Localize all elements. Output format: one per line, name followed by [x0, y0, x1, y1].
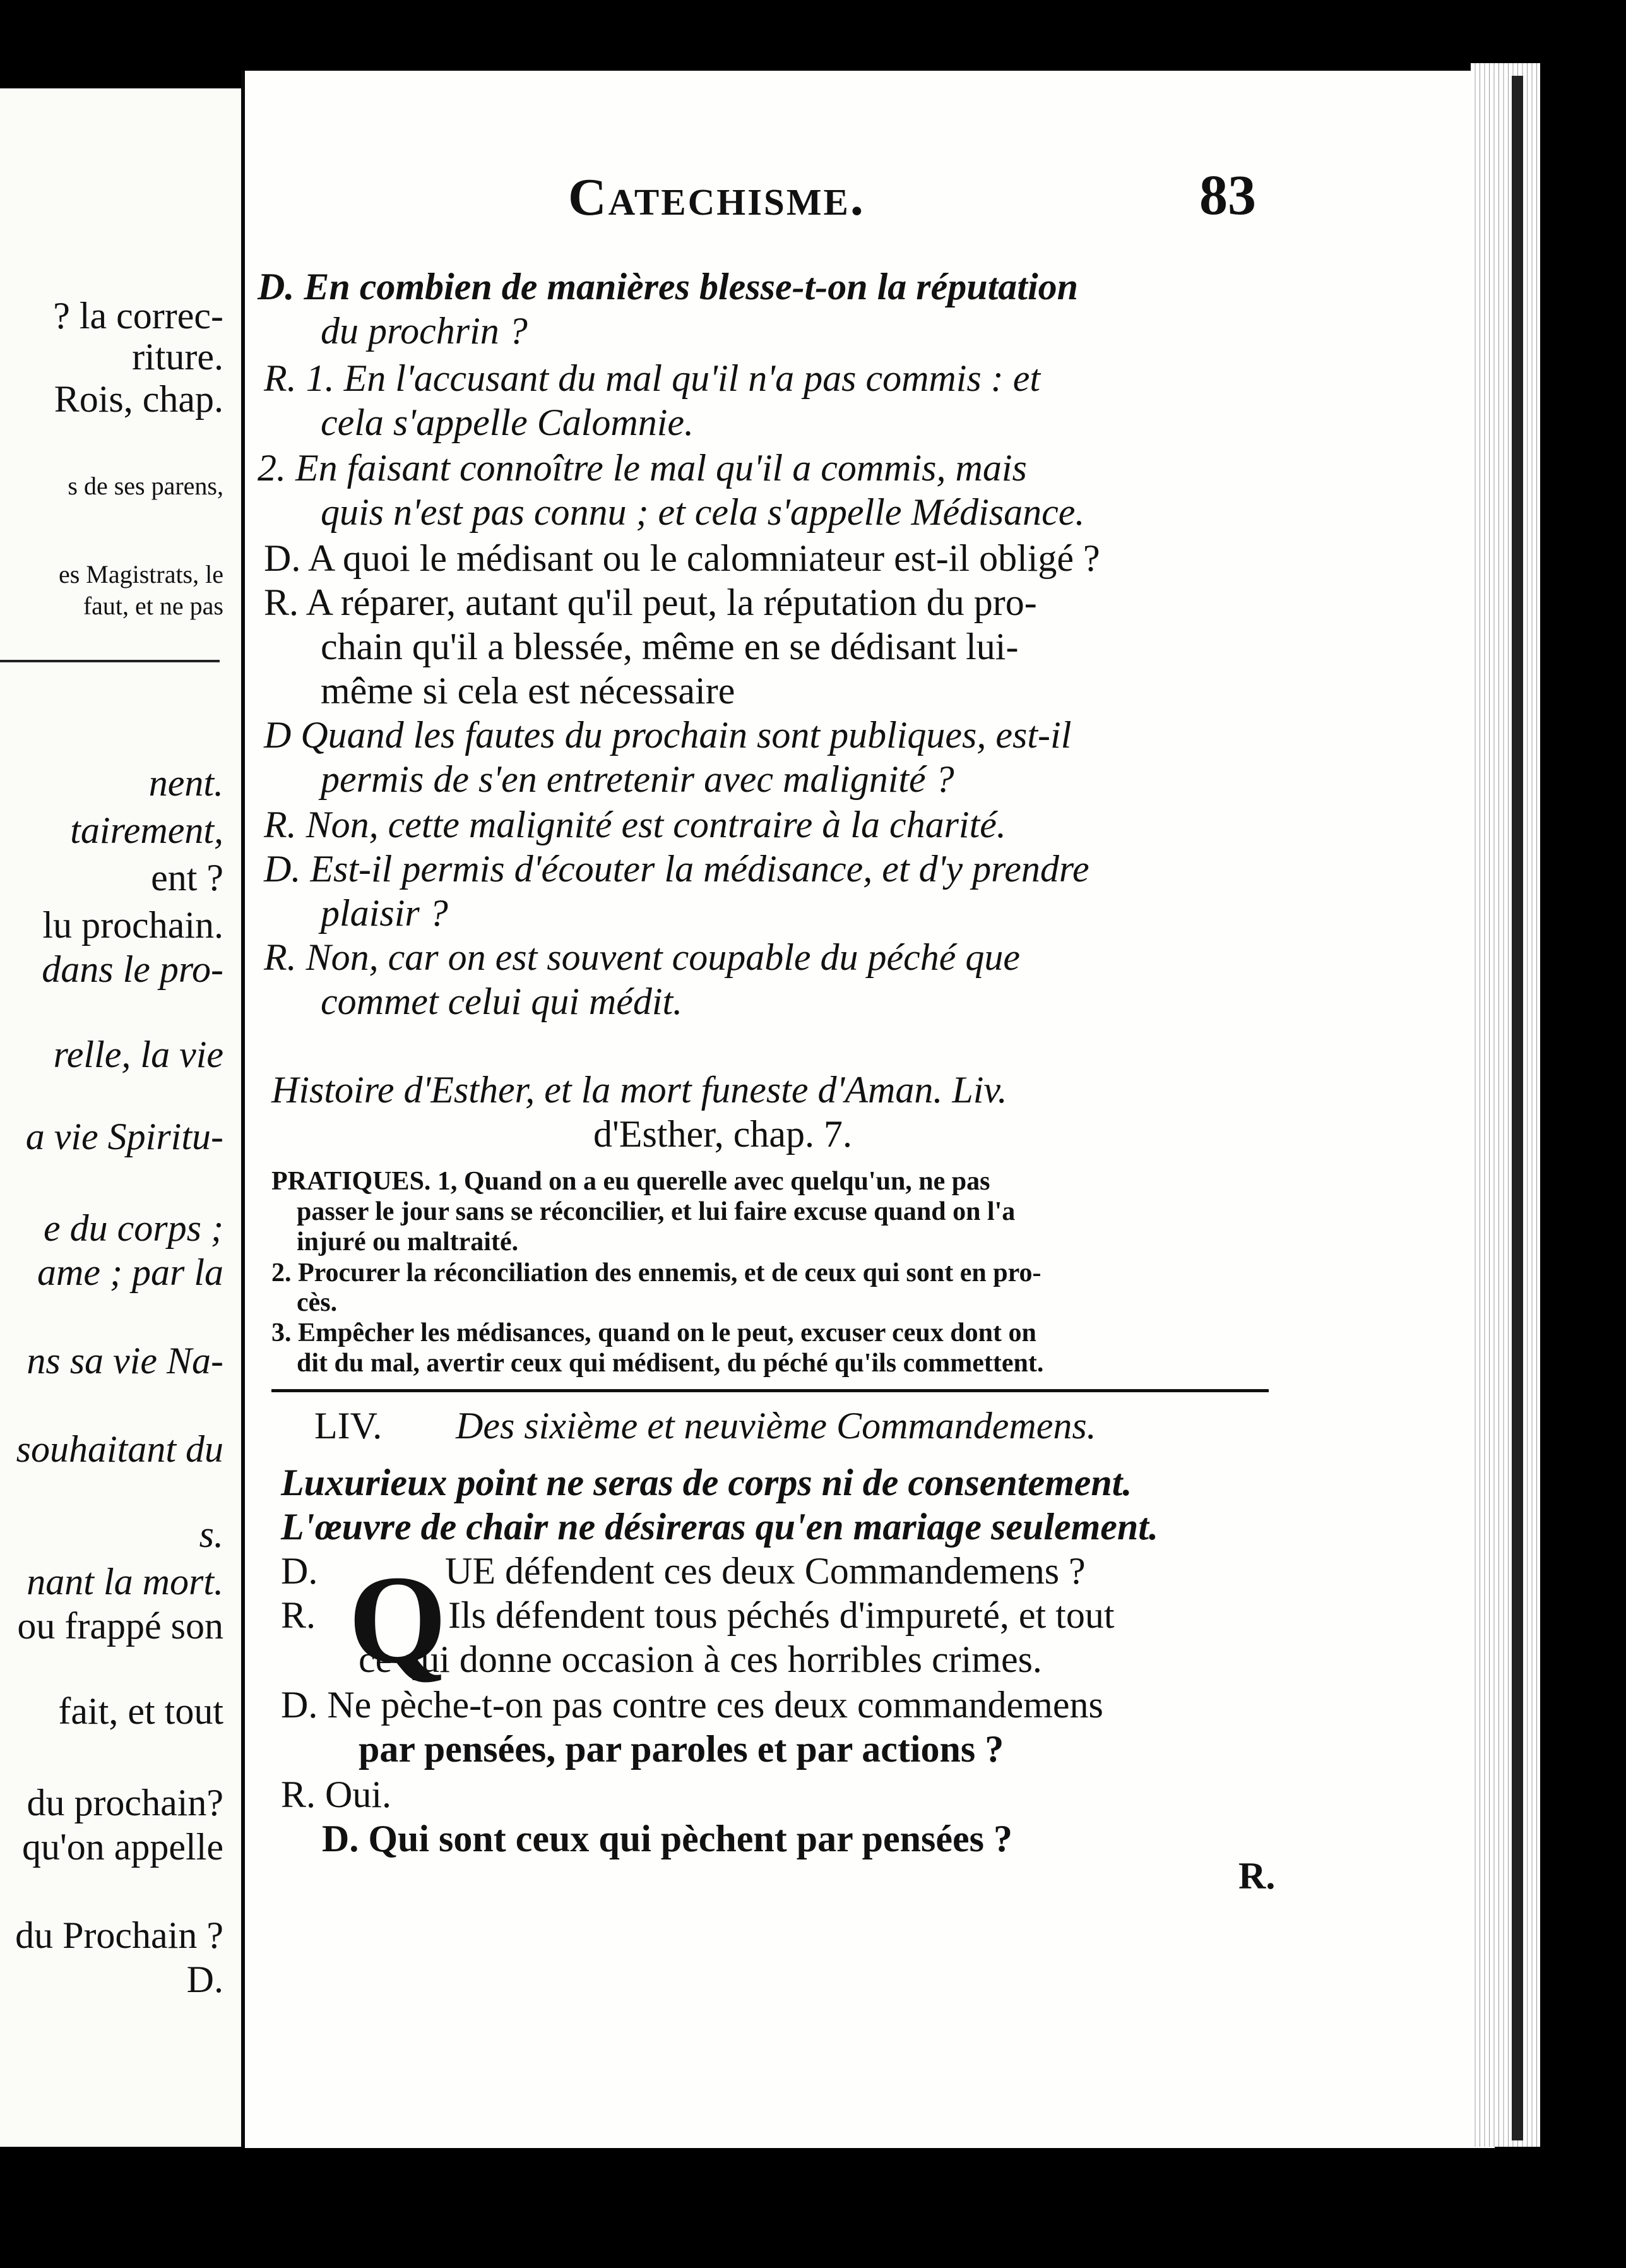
left-line: nent.	[148, 762, 223, 804]
text-line: D. Est-il permis d'écouter la médisance, et d'y prendre	[264, 848, 1089, 890]
left-rule	[0, 660, 220, 662]
drop-cap: Q	[348, 1550, 447, 1690]
left-line: fait, et tout	[58, 1690, 223, 1732]
text-line: commet celui qui médit.	[321, 981, 683, 1022]
section-rule	[271, 1389, 1269, 1392]
page-edge-shadow	[1512, 76, 1523, 2140]
text-line: par pensées, par paroles et par actions ?	[359, 1728, 1004, 1770]
text-line: même si cela est nécessaire	[321, 670, 735, 712]
text-line: du prochrin ?	[321, 310, 528, 352]
left-line: nant la mort.	[27, 1561, 223, 1603]
page-number: 83	[1199, 164, 1256, 227]
text-line: R. 1. En l'accusant du mal qu'il n'a pas commis : et	[264, 357, 1041, 399]
catchword: R.	[1238, 1855, 1276, 1897]
text-line: D. Ne pèche-t-on pas contre ces deux commandemens	[281, 1684, 1103, 1726]
text-line: D.	[281, 1550, 318, 1592]
left-line: faut, et ne pas	[83, 592, 223, 620]
left-line: ent ?	[151, 857, 223, 898]
text-line: D Quand les fautes du prochain sont publiques, est-il	[264, 714, 1072, 756]
commandment-verse: Luxurieux point ne seras de corps ni de consentement.	[281, 1462, 1132, 1503]
commandment-verse: L'œuvre de chair ne désireras qu'en mariage seulement.	[281, 1506, 1158, 1548]
left-line: dans le pro-	[42, 948, 223, 990]
left-line: souhaitant du	[16, 1428, 223, 1470]
text-line: Ils défendent tous péchés d'impureté, et tout	[448, 1594, 1115, 1636]
pratiques-line: PRATIQUES. 1, Quand on a eu querelle avec quelqu'un, ne pas	[271, 1167, 990, 1196]
text-line: permis de s'en entretenir avec malignité ?	[321, 758, 954, 800]
text-line: R.	[281, 1594, 316, 1636]
left-line: qu'on appelle	[21, 1826, 223, 1868]
left-line: es Magistrats, le	[58, 560, 223, 588]
left-line: Rois, chap.	[54, 378, 223, 420]
pratiques-line: cès.	[297, 1288, 338, 1317]
left-page	[0, 88, 275, 2147]
text-line: cela s'appelle Calomnie.	[321, 402, 694, 443]
text-line: R. Oui.	[281, 1774, 392, 1815]
left-line: du Prochain ?	[15, 1914, 223, 1956]
text-line: UE défendent ces deux Commandemens ?	[445, 1550, 1086, 1592]
text-line: chain qu'il a blessée, même en se dédisant lui-	[321, 626, 1019, 667]
left-line: s de ses parens,	[68, 472, 223, 500]
history-reference: Histoire d'Esther, et la mort funeste d'Aman. Liv.	[271, 1069, 1007, 1111]
pratiques-line: passer le jour sans se réconcilier, et lui faire excuse quand on l'a	[297, 1197, 1016, 1226]
text-line: R. Non, car on est souvent coupable du péché que	[264, 936, 1021, 978]
page-edges	[1471, 63, 1540, 2147]
pratiques-line: 3. Empêcher les médisances, quand on le peut, excuser ceux dont on	[271, 1318, 1036, 1347]
text-line: R. A réparer, autant qu'il peut, la réputation du pro-	[264, 582, 1037, 623]
left-line: tairement,	[70, 809, 223, 851]
text-line: ce qui donne occasion à ces horribles crimes.	[359, 1638, 1042, 1680]
text-line: D. Qui sont ceux qui pèchent par pensées ?	[322, 1818, 1013, 1859]
left-line: a vie Spiritu-	[25, 1116, 223, 1157]
left-line: relle, la vie	[53, 1034, 223, 1075]
section-title: Des sixième et neuvième Commandemens.	[456, 1405, 1096, 1447]
left-line: ame ; par la	[37, 1251, 223, 1293]
pratiques-line: injuré ou maltraité.	[297, 1227, 519, 1256]
left-line: du prochain?	[27, 1782, 223, 1823]
history-reference: d'Esther, chap. 7.	[593, 1113, 852, 1155]
text-line: plaisir ?	[321, 892, 448, 934]
left-line: s.	[199, 1513, 223, 1555]
left-line: D.	[186, 1959, 223, 2000]
left-line: e du corps ;	[44, 1207, 223, 1249]
running-header-title: Catechisme.	[568, 168, 865, 227]
text-line: 2. En faisant connoître le mal qu'il a commis, mais	[258, 447, 1027, 489]
text-line: quis n'est pas connu ; et cela s'appelle Médisance.	[321, 491, 1085, 533]
left-line: ou frappé son	[17, 1605, 223, 1647]
pratiques-line: 2. Procurer la réconciliation des ennemis, et de ceux qui sont en pro-	[271, 1258, 1041, 1287]
left-line: ? la correc-	[53, 295, 223, 337]
left-line: ns sa vie Na-	[27, 1340, 223, 1382]
section-number: LIV.	[314, 1405, 383, 1447]
left-line: riture.	[132, 336, 223, 378]
pratiques-line: dit du mal, avertir ceux qui médisent, du péché qu'ils commettent.	[297, 1349, 1044, 1378]
text-line: R. Non, cette malignité est contraire à la charité.	[264, 804, 1006, 845]
text-line: D. En combien de manières blesse-t-on la réputation	[258, 266, 1079, 307]
left-line: lu prochain.	[42, 904, 223, 946]
text-line: D. A quoi le médisant ou le calomniateur est-il obligé ?	[264, 537, 1100, 579]
